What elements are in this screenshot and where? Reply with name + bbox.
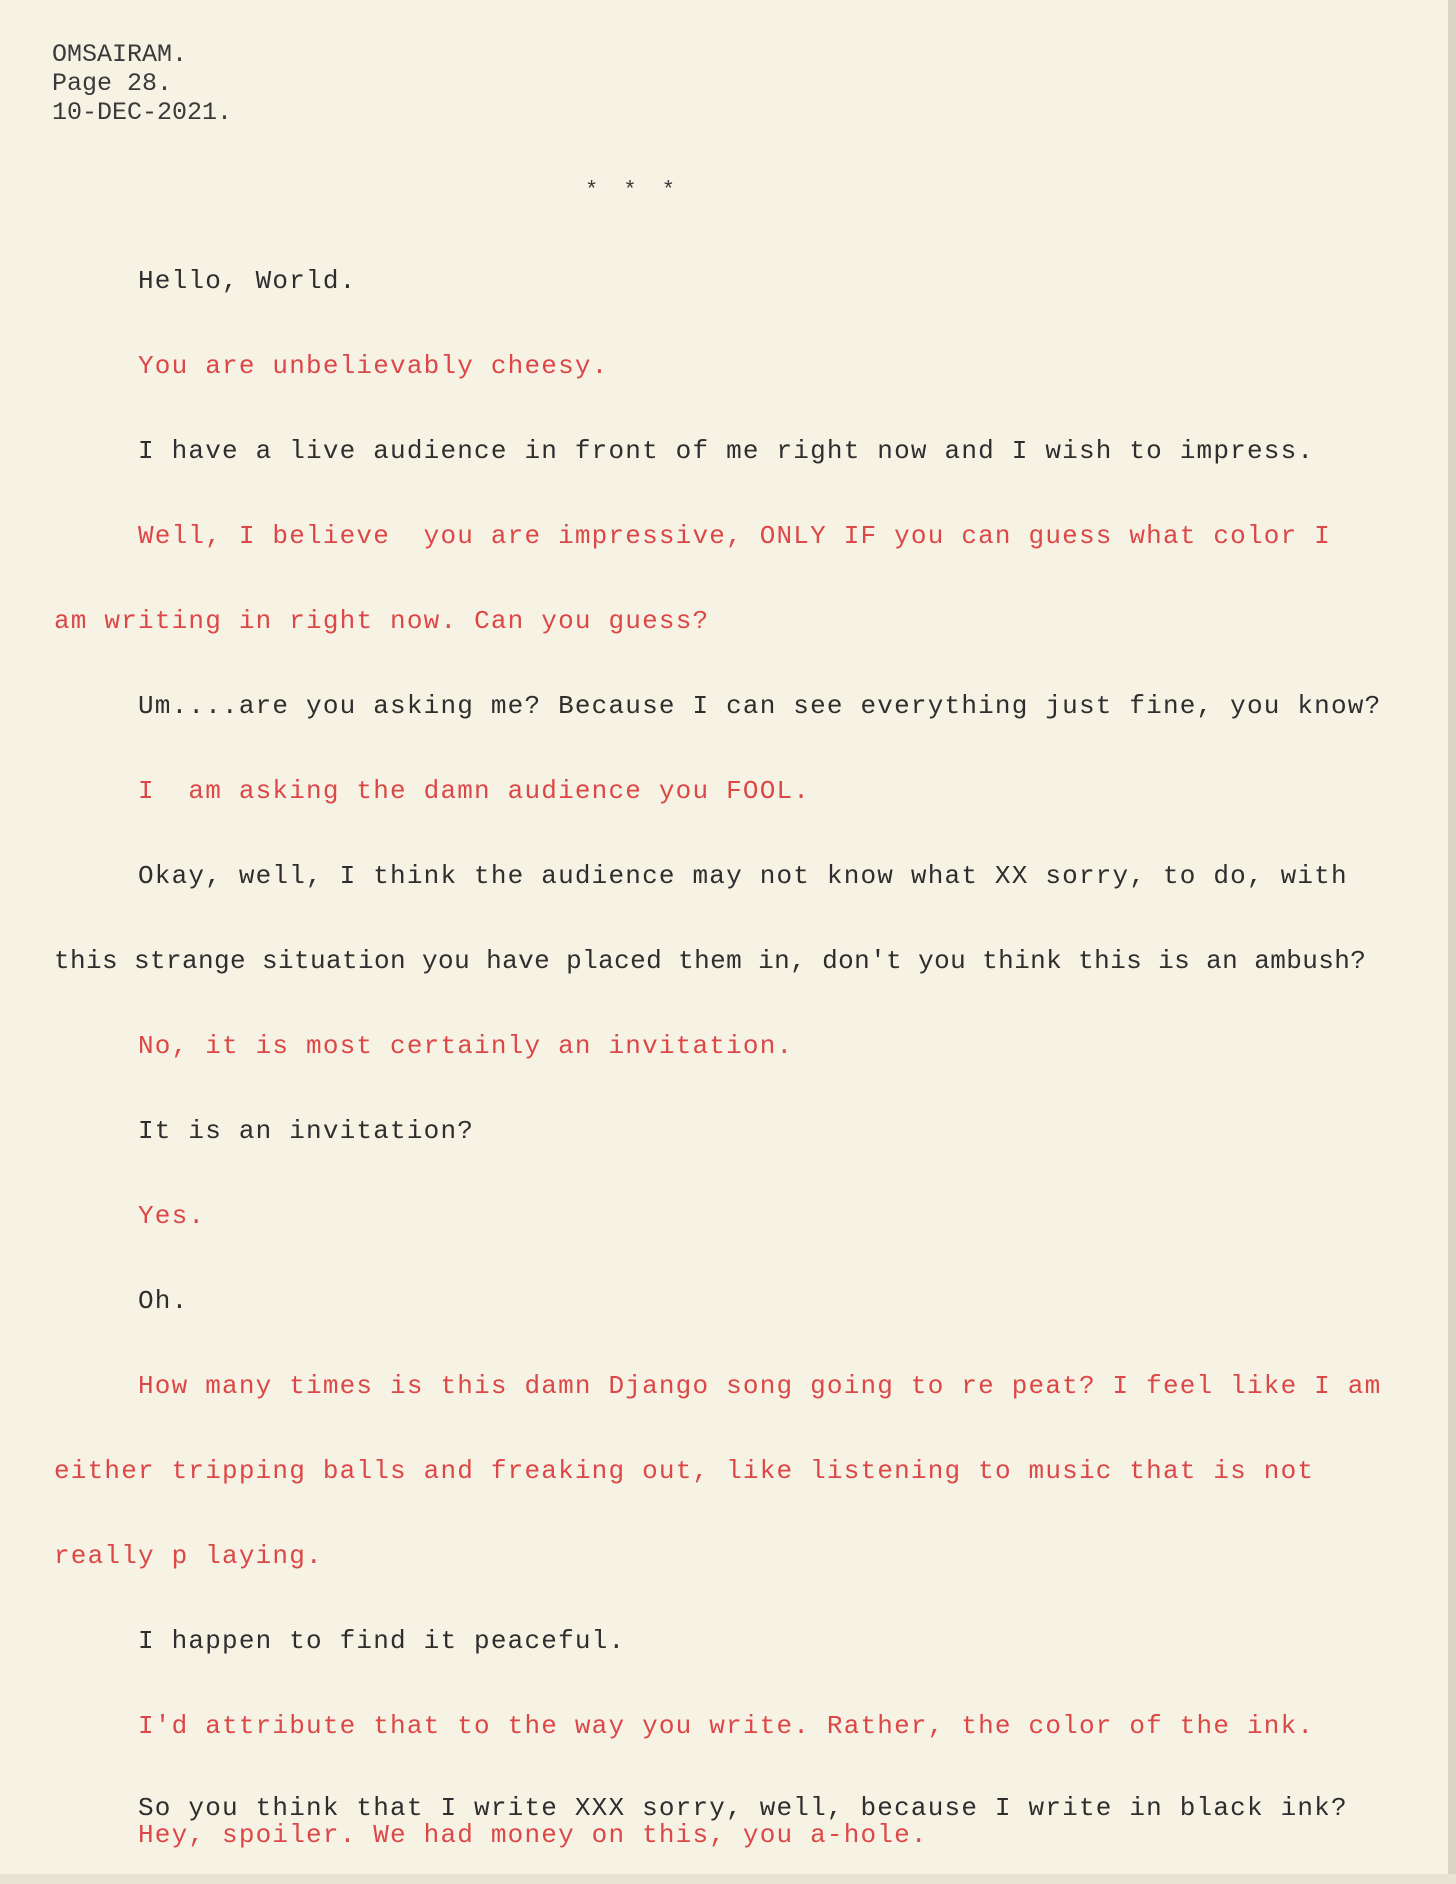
text-line: How many times is this damn Django song going to re peat? I feel like I am (138, 1371, 1382, 1401)
text-line: I happen to find it peaceful. (138, 1626, 626, 1656)
text-line: this strange situation you have placed them in, don't you think this is an ambush? (54, 946, 1367, 976)
text-line: Yes. (138, 1201, 206, 1231)
text-line: am writing in right now. Can you guess? (54, 606, 710, 636)
section-divider: * * * (585, 178, 682, 203)
page-header (52, 40, 232, 127)
text-line: I am asking the damn audience you FOOL. (138, 776, 811, 806)
header-title: OMSAIRAM. (52, 40, 188, 69)
text-line: No, it is most certainly an invitation. (138, 1031, 794, 1061)
text-line: You are unbelievably cheesy. (138, 351, 609, 381)
text-line: Oh. (138, 1286, 189, 1316)
text-line: Well, I believe you are impressive, ONLY IF you can guess what color I (138, 521, 1331, 551)
paper-edge-bottom (0, 1874, 1456, 1884)
text-line: either tripping balls and freaking out, like listening to music that is not (54, 1456, 1315, 1486)
header-page-number: Page 28. (52, 69, 173, 98)
text-line: Hello, World. (138, 266, 357, 296)
paper-edge-right (1448, 0, 1456, 1884)
text-line: I have a live audience in front of me right now and I wish to impress. (138, 436, 1315, 466)
text-line: I'd attribute that to the way you write. Rather, the color of the ink. (138, 1711, 1315, 1741)
text-line: Okay, well, I think the audience may not know what XX sorry, to do, with (138, 861, 1348, 891)
text-line: So you think that I write XXX sorry, well, because I write in black ink? (138, 1793, 1348, 1823)
text-line: Hey, spoiler. We had money on this, you a-hole. (138, 1820, 928, 1850)
header-date: 10-DEC-2021. (52, 98, 233, 127)
text-line: Um....are you asking me? Because I can see everything just fine, you know? (138, 691, 1382, 721)
text-line: It is an invitation? (138, 1116, 475, 1146)
text-line: really p laying. (54, 1541, 323, 1571)
